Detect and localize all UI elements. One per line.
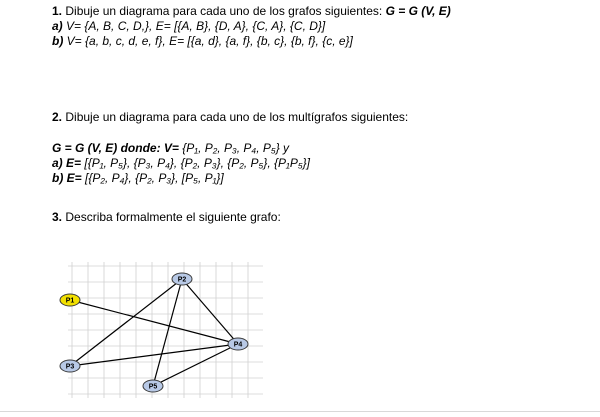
graph-diagram: [58, 258, 268, 403]
graph-grid: [65, 262, 263, 398]
q1-a-label: a): [52, 19, 63, 33]
q2-text: Dibuje un diagrama para cada uno de los multígrafos siguientes:: [65, 110, 409, 124]
q2-item-b: [52, 171, 224, 186]
q3-heading: [52, 210, 281, 225]
q2-b-text: [{P₂, P₄}, {P₂, P₃}, [P₅, P₁}]: [85, 171, 224, 185]
graph-edges: [70, 276, 238, 386]
page-bottom-divider: [0, 411, 600, 412]
q1-item-a: [52, 19, 325, 34]
q1-text: Dibuje un diagrama para cada uno de los grafos siguientes:: [65, 4, 386, 18]
node-p4-label: P4: [233, 341, 243, 349]
q1-a-text: V= {A, B, C, D,}, E= [{A, B}, {D, A}, {C, A}, {C, D}]: [66, 19, 326, 33]
q2-heading: [52, 110, 408, 125]
q2-a-label: a) E=: [52, 156, 82, 170]
node-p3-label: P3: [65, 363, 75, 371]
q2-def-rest: {P₁, P₂, P₃, P₄, P₅} y: [182, 141, 290, 155]
node-p1-label: P1: [65, 297, 75, 305]
edge-p3-p4: [70, 344, 238, 366]
node-p5: [143, 380, 163, 392]
q3-number: 3.: [52, 210, 63, 224]
q1-item-b: [52, 34, 353, 49]
node-p3: [60, 360, 80, 372]
q1-formula: G = G (V, E): [385, 4, 451, 18]
q2-number: 2.: [52, 110, 63, 124]
node-p5-label: P5: [148, 383, 158, 391]
q1-heading: [52, 4, 451, 19]
edge-p1-p4: [70, 300, 238, 344]
q2-b-label: b) E=: [52, 171, 82, 185]
q2-def-bold: G = G (V, E) donde: V=: [52, 141, 179, 155]
node-p1: [60, 294, 80, 306]
q1-b-text: V= {a, b, c, d, e, f}, E= [{a, d}, {a, f}, {b, c}, {b, f}, {c, e}]: [66, 34, 353, 48]
q3-text: Describa formalmente el siguiente grafo:: [65, 210, 281, 224]
q1-number: 1.: [52, 4, 63, 18]
edge-p2-p4: [182, 279, 238, 344]
node-p4: [228, 338, 248, 350]
q2-item-a: [52, 156, 310, 171]
q2-a-text: [{P₁, P₅}, {P₃, P₄}, {P₂, P₃}, {P₂, P₅}, {P₁P₅}]: [84, 156, 311, 170]
q1-b-label: b): [52, 34, 64, 48]
node-p2: [172, 273, 192, 285]
edge-p4-p5: [153, 344, 238, 386]
edge-p2-p5: [153, 279, 182, 386]
node-p2-label: P2: [177, 276, 187, 284]
q2-definition: [52, 141, 289, 156]
